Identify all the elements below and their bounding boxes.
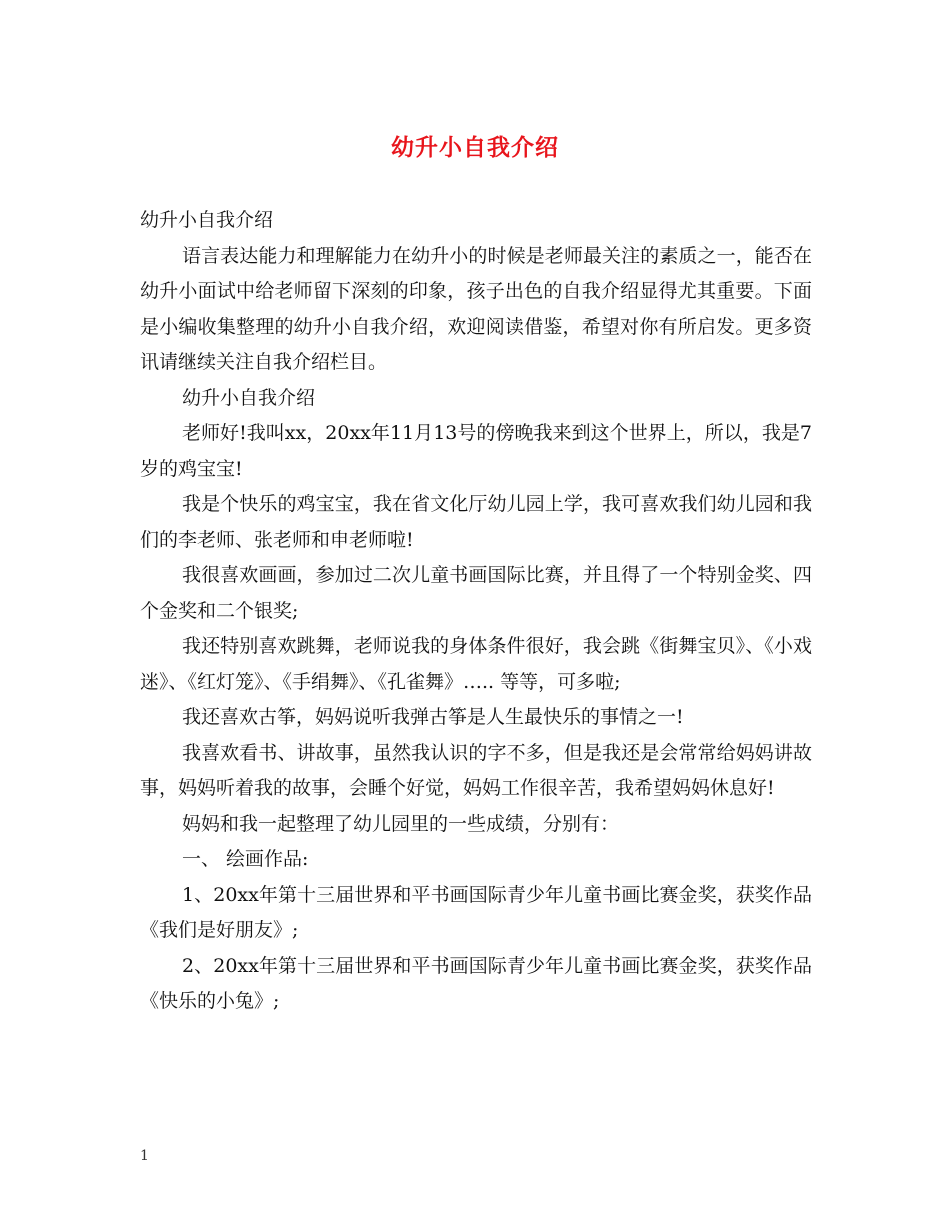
list-item: 2、20xx年第十三届世界和平书画国际青少年儿童书画比赛金奖，获奖作品《快乐的小兔》; [140,954,812,1012]
paragraph: 妈妈和我一起整理了幼儿园里的一些成绩，分别有： [182,812,620,835]
paragraph-subtitle: 幼升小自我介绍 [140,209,274,231]
section-heading: 一、 绘画作品: [182,848,309,870]
list-item: 1、20xx年第十三届世界和平书画国际青少年儿童书画比赛金奖，获奖作品《我们是好朋友》; [140,883,812,941]
paragraph: 我很喜欢画画，参加过二次儿童书画国际比赛，并且得了一个特别金奖、四个金奖和二个银奖; [140,564,812,622]
paragraph: 我是个快乐的鸡宝宝，我在省文化厅幼儿园上学，我可喜欢我们幼儿园和我们的李老师、张老师和申老师啦! [140,493,812,551]
page-number: 1 [140,1148,149,1164]
paragraph-intro: 语言表达能力和理解能力在幼升小的时候是老师最关注的素质之一，能否在幼升小面试中给老师留下深刻的印象，孩子出色的自我介绍显得尤其重要。下面是小编收集整理的幼升小自我介绍，欢迎阅读借鉴，希望对你有所启发。更多资讯请继续关注自我介绍栏目。 [140,244,812,373]
document-title: 幼升小自我介绍 [391,134,559,161]
paragraph: 我还喜欢古筝，妈妈说听我弹古筝是人生最快乐的事情之一! [182,706,684,728]
paragraph: 我喜欢看书、讲故事，虽然我认识的字不多，但是我还是会常常给妈妈讲故事，妈妈听着我的故事，会睡个好觉，妈妈工作很辛苦，我希望妈妈休息好! [140,741,812,799]
paragraph-heading: 幼升小自我介绍 [182,386,316,409]
paragraph: 老师好!我叫xx，20xx年11月13号的傍晚我来到这个世界上，所以，我是7岁的鸡宝宝! [140,422,812,480]
paragraph: 我还特别喜欢跳舞，老师说我的身体条件很好，我会跳《街舞宝贝》、《小戏迷》、《红灯笼》、《手绢舞》、《孔雀舞》….. 等等，可多啦; [140,635,812,693]
document-body [140,203,812,1020]
